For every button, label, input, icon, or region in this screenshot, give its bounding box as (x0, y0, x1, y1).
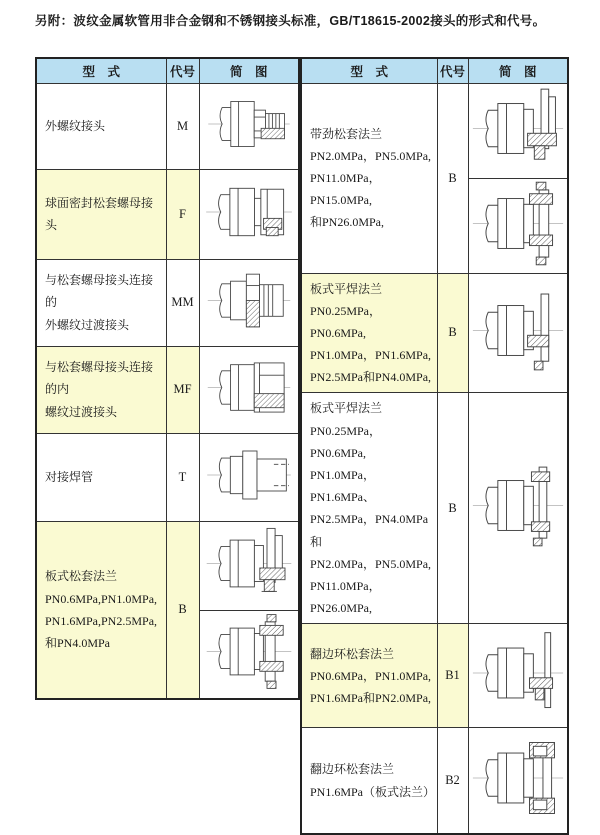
type-line: PN0.25MPa，PN0.6MPa, (310, 423, 382, 460)
fitting-diagram (201, 435, 297, 515)
fitting-diagram (470, 458, 566, 553)
header-row (301, 58, 568, 83)
type-line: PN0.6MPa，PN1.0MPa, (310, 668, 432, 683)
code-cell: MF (166, 346, 199, 433)
type-line: PN11.0MPa，PN26.0MPa, (310, 578, 381, 616)
diagram-cell (468, 273, 568, 393)
type-line: 板式平焊法兰 (310, 281, 383, 296)
diagram-cell (468, 728, 568, 834)
code-cell: B2 (437, 728, 468, 834)
type-line: 翻边环松套法兰 (310, 646, 395, 661)
type-cell (36, 433, 166, 521)
table-row (301, 393, 568, 624)
type-line: PN2.5MPa和PN4.0MPa, (310, 370, 432, 385)
diagram-cell (468, 83, 568, 178)
diagram-cell (468, 393, 568, 624)
column-header-type: 型 式 (301, 58, 437, 83)
code-cell: B (437, 393, 468, 624)
type-line: PN1.6MPa（板式法兰） (310, 784, 436, 799)
fitting-diagram (201, 261, 297, 340)
column-header-code: 代号 (437, 58, 468, 83)
type-line: PN1.6MPa和PN2.0MPa, (310, 690, 432, 705)
fitting-diagram (201, 348, 297, 427)
type-line: 螺纹过渡接头 (45, 404, 118, 419)
type-line: PN0.6MPa,PN1.0MPa, (45, 591, 158, 606)
diagram-cell (199, 83, 299, 169)
table-row (301, 624, 568, 728)
type-line: 和PN26.0MPa, (310, 215, 385, 230)
type-line: 板式松套法兰 (45, 569, 118, 584)
type-cell (36, 259, 166, 346)
diagram-cell (199, 259, 299, 346)
fitting-diagram (201, 523, 297, 604)
type-cell (301, 273, 437, 393)
type-cell (301, 624, 437, 728)
diagram-cell (199, 169, 299, 259)
type-cell (36, 346, 166, 433)
fitting-table-right (300, 57, 569, 835)
table-row (36, 433, 299, 521)
type-line: PN0.25MPa，PN0.6MPa, (310, 303, 382, 340)
type-line: PN2.5MPa，PN4.0MPa和 (310, 512, 429, 549)
column-header-type: 型 式 (36, 58, 166, 83)
type-line: PN1.0MPa，PN1.6MPa, (310, 348, 432, 363)
type-cell (36, 521, 166, 699)
column-header-diagram: 简 图 (199, 58, 299, 83)
table-row (301, 728, 568, 834)
type-line: 与松套螺母接头连接的 (45, 273, 154, 310)
type-cell (36, 83, 166, 169)
type-line: PN1.6MPa,PN2.5MPa, (45, 613, 158, 628)
table-row (36, 259, 299, 346)
code-cell: M (166, 83, 199, 169)
diagram-cell (468, 624, 568, 728)
table-row (36, 169, 299, 259)
code-cell: B (166, 521, 199, 699)
column-header-code: 代号 (166, 58, 199, 83)
type-cell (301, 393, 437, 624)
type-line: 与松套螺母接头连接的内 (45, 360, 154, 397)
type-cell (301, 83, 437, 273)
fitting-diagram (470, 625, 566, 721)
type-line: 翻边环松套法兰 (310, 762, 395, 777)
code-cell: B (437, 83, 468, 273)
type-line: PN2.0MPa，PN5.0MPa, (310, 556, 432, 571)
table-row (36, 83, 299, 169)
code-cell: T (166, 433, 199, 521)
fitting-diagram (201, 171, 297, 253)
fitting-diagram (201, 611, 297, 692)
code-cell: B (437, 273, 468, 393)
table-row (301, 83, 568, 178)
code-cell: MM (166, 259, 199, 346)
fitting-diagram (470, 729, 566, 827)
column-header-diagram: 简 图 (468, 58, 568, 83)
type-line: 和PN4.0MPa (45, 635, 111, 650)
header-row (36, 58, 299, 83)
type-line: 带劲松套法兰 (310, 126, 383, 141)
code-cell: B1 (437, 624, 468, 728)
table-row (301, 273, 568, 393)
type-line: PN11.0MPa，PN15.0MPa, (310, 170, 381, 208)
diagram-cell (199, 346, 299, 433)
diagram-cell (199, 521, 299, 610)
fitting-diagram (470, 85, 566, 172)
type-line: PN1.0MPa，PN1.6MPa、 (310, 468, 376, 505)
diagram-cell (199, 610, 299, 699)
table-row (36, 521, 299, 610)
code-cell: F (166, 169, 199, 259)
diagram-cell (468, 178, 568, 273)
fitting-diagram (470, 180, 566, 267)
type-line: 外螺纹过渡接头 (45, 317, 130, 332)
fitting-table-left (35, 57, 300, 700)
type-cell (36, 169, 166, 259)
type-line: 对接焊管 (45, 469, 94, 484)
fitting-diagram (470, 278, 566, 383)
page-title: 另附：波纹金属软管用非合金钢和不锈钢接头标准，GB/T18615-2002接头的形式和代号。 (35, 14, 546, 28)
type-line: 板式平焊法兰 (310, 401, 383, 416)
table-row (36, 346, 299, 433)
type-line: 外螺纹接头 (45, 118, 106, 133)
type-cell (301, 728, 437, 834)
type-line: 球面密封松套螺母接头 (45, 195, 154, 232)
type-line: PN2.0MPa，PN5.0MPa, (310, 148, 432, 163)
fitting-diagram (201, 85, 297, 163)
diagram-cell (199, 433, 299, 521)
